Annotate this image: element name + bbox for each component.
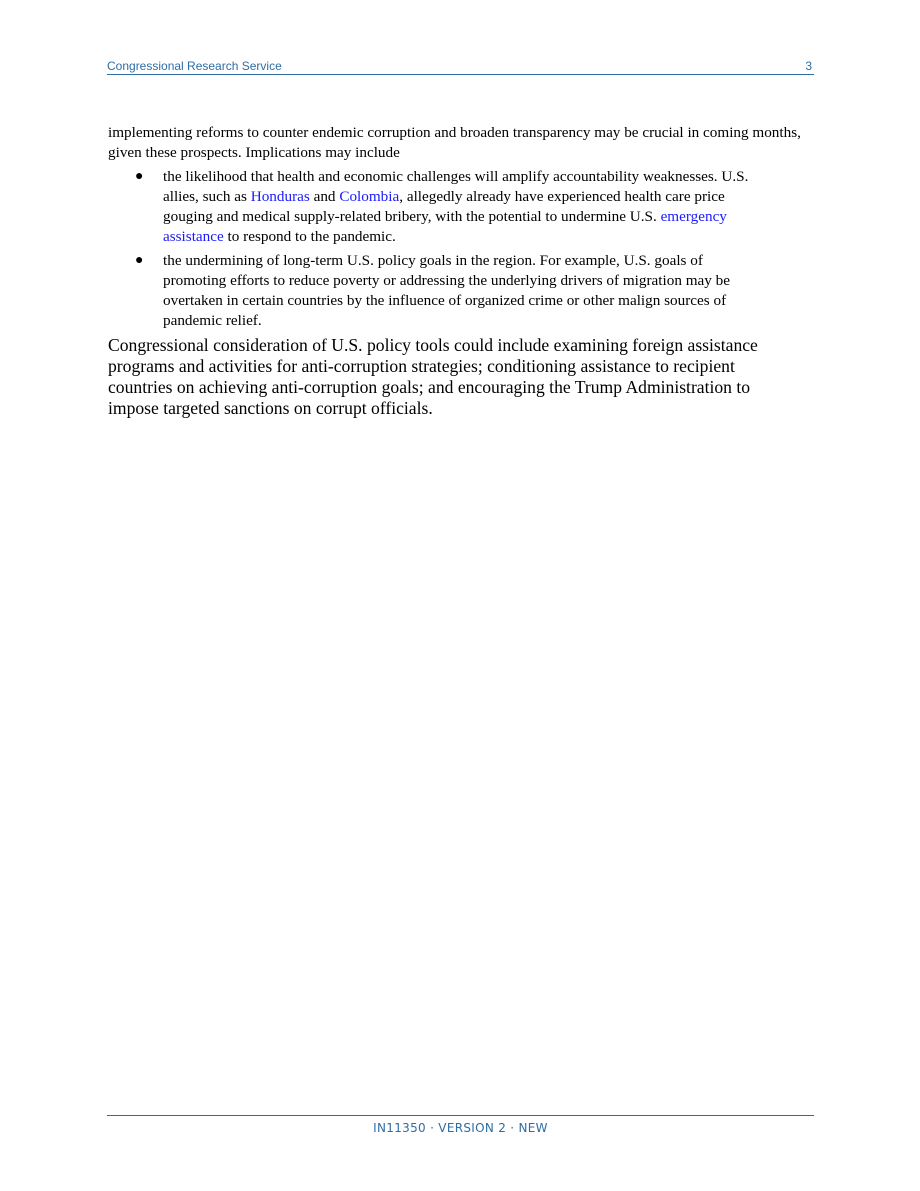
conclusion-paragraph: Congressional consideration of U.S. policy tools could include examining foreign assistance programs and activities for anti-corruption strategies; conditioning assistance to recipient countries on achieving anti-corruption goals; and encouraging the Trump Administration to impose targeted sanctions on corrupt officials. bbox=[108, 335, 758, 418]
bullet-icon: ● bbox=[135, 253, 144, 268]
document-body bbox=[108, 123, 816, 419]
link-honduras[interactable]: Honduras bbox=[250, 188, 310, 205]
implications-list bbox=[108, 167, 816, 331]
list-item bbox=[108, 167, 758, 247]
page-footer bbox=[107, 1115, 814, 1135]
footer-text: IN11350 · VERSION 2 · NEW bbox=[373, 1121, 548, 1135]
bullet-text: to respond to the pandemic. bbox=[223, 228, 396, 245]
page-number: 3 bbox=[805, 59, 812, 73]
list-item bbox=[108, 251, 758, 331]
bullet-text: the likelihood that health and economic challenges will amplify accountability weaknesses. U.S. allies, such as bbox=[163, 168, 749, 205]
bullet-icon: ● bbox=[135, 169, 144, 184]
bullet-text: , allegedly already have experienced health care price gouging and medical supply-related bribery, with the potential to undermine U.S. bbox=[163, 188, 725, 225]
bullet-text: and bbox=[309, 188, 340, 205]
intro-paragraph: implementing reforms to counter endemic corruption and broaden transparency may be crucial in coming months, given these prospects. Implications may include bbox=[108, 124, 801, 161]
bullet-text: the undermining of long-term U.S. policy goals in the region. For example, U.S. goals of promoting efforts to reduce poverty or addressing the underlying drivers of migration may be overtaken in certain countries by the influence of organized crime or other malign sources of pandemic relief. bbox=[163, 252, 730, 329]
link-colombia[interactable]: Colombia bbox=[339, 188, 400, 205]
page-header bbox=[107, 58, 814, 75]
link-emergency-assistance[interactable]: emergency assistance bbox=[163, 208, 727, 245]
header-title: Congressional Research Service bbox=[107, 59, 282, 73]
